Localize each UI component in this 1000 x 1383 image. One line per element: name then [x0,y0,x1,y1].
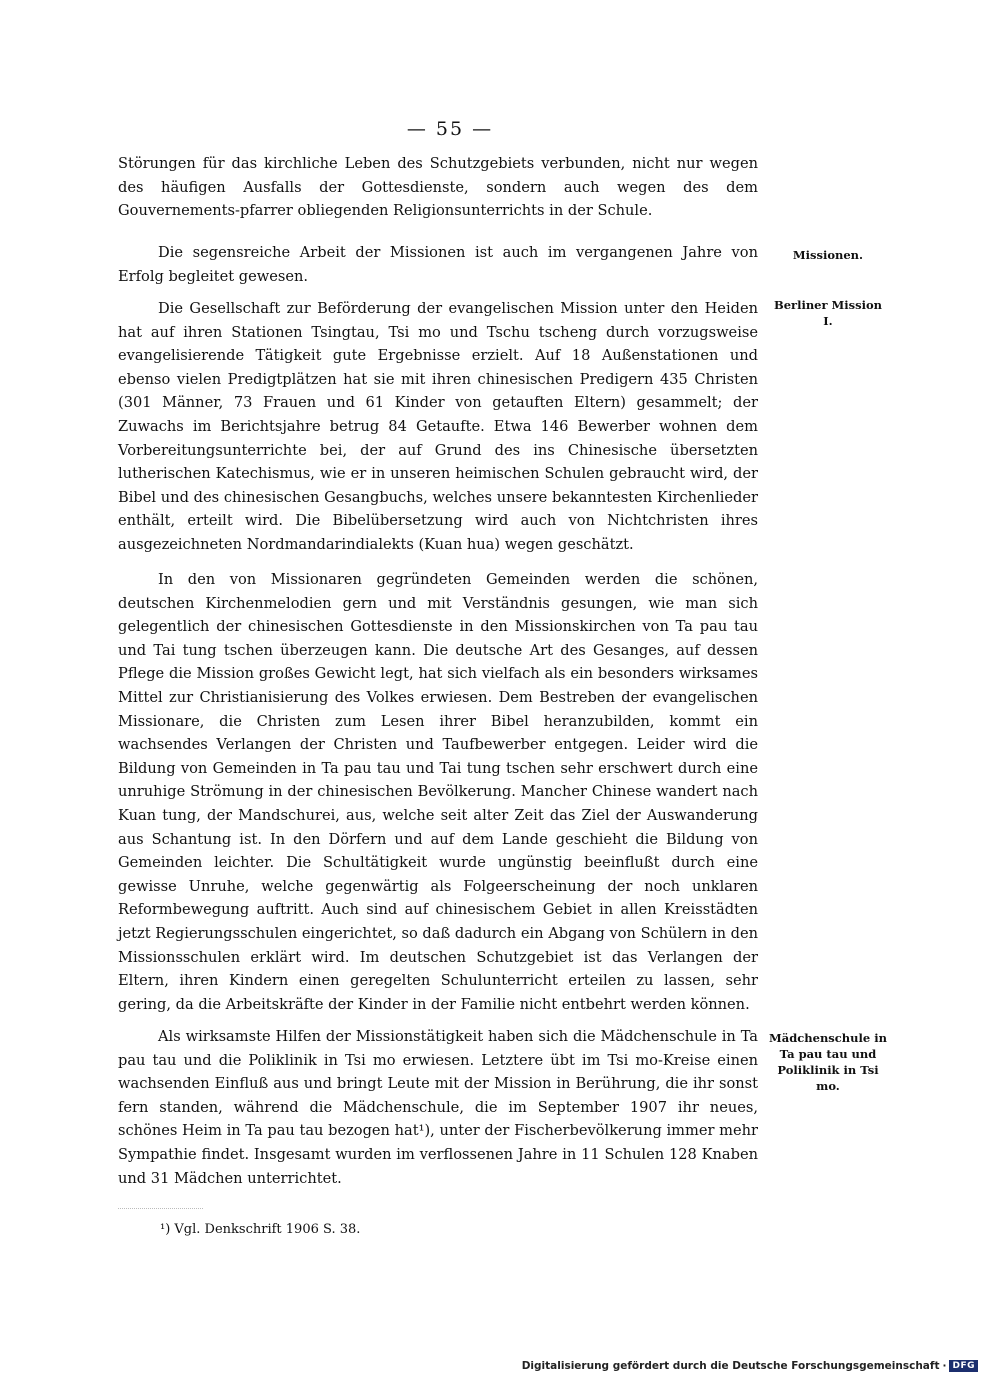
dfg-footer: Digitalisierung gefördert durch die Deutsche Forschungsgemeinschaft · DFG [522,1360,978,1372]
page-number: — 55 — [406,118,494,140]
paragraph-1: Störungen für das kirchliche Leben des Schutzgebiets verbunden, nicht nur wegen des häufigen Ausfalls der Gottesdienste, sondern auch wegen des dem Gouvernements-pfarrer obliegenden Religionsunterrichts in der Schule. [118,155,758,220]
text-block-5 [118,1025,758,1190]
paragraph-2: Die segensreiche Arbeit der Missionen ist auch im vergangenen Jahre von Erfolg begleitet gewesen. [118,244,758,285]
footer-text: Digitalisierung gefördert durch die Deutsche Forschungsgemeinschaft [521,1360,940,1372]
paragraph-3: Die Gesellschaft zur Beförderung der evangelischen Mission unter den Heiden hat auf ihren Stationen Tsingtau, Tsi mo und Tschu tscheng durch vorzugsweise evangelisierende Tätigkeit gute Ergebnisse erzielt. Auf 18 Außenstationen und ebenso vielen Predigtplätzen hat sie mit ihren chinesischen Predigern 435 Christen (301 Männer, 73 Frauen und 61 Kinder von getauften Eltern) gesammelt; der Zuwachs im Berichtsjahre betrug 84 Getaufte. Etwa 146 Bewerber wohnen dem Vorbereitungsunterrichte bei, der auf Grund des ins Chinesische übersetzten lutherischen Katechismus, wie er in unseren heimischen Schulen gebraucht wird, der Bibel und des chinesischen Gesangbuchs, welches unsere bekanntesten Kirchenlieder enthält, erteilt wird. Die Bibelübersetzung wird auch von Nichtchristen ihres ausgezeichneten Nordmandarindialekts (Kuan hua) wegen geschätzt. [118,300,758,553]
dfg-logo: DFG [949,1360,978,1372]
paragraph-5: Als wirksamste Hilfen der Missionstätigkeit haben sich die Mädchenschule in Ta pau tau und die Poliklinik in Tsi mo erwiesen. Letztere übt im Tsi mo-Kreise einen wachsenden Einfluß aus und bringt Leute mit der Mission in Berührung, die ihr sonst fern standen, während die Mädchenschule, die im September 1907 ihr neues, schönes Heim in Ta pau tau bezogen hat¹), unter der Fischerbevölkerung immer mehr Sympathie findet. Insgesamt wurden im verflossenen Jahre in 11 Schulen 128 Knaben und 31 Mädchen unterrichtet. [118,1028,758,1187]
footnote: ¹) Vgl. Denkschrift 1906 S. 38. [160,1222,361,1237]
paragraph-4: In den von Missionaren gegründeten Gemeinden werden die schönen, deutschen Kirchenmelodien gern und mit Verständnis gesungen, wie man sich gelegentlich der chinesischen Gottesdienste in den Missionskirchen von Ta pau tau und Tai tung tschen überzeugen kann. Die deutsche Art des Gesanges, auf dessen Pflege die Mission großes Gewicht legt, hat sich vielfach als ein besonders wirksames Mittel zur Christianisierung des Volkes erwiesen. Dem Bestreben der evangelischen Missionare, die Christen zum Lesen ihrer Bibel heranzubilden, kommt ein wachsendes Verlangen der Christen und Taufbewerber entgegen. Leider wird die Bildung von Gemeinden in Ta pau tau und Tai tung tschen sehr erschwert durch eine unruhige Strömung in der chinesischen Bevölkerung. Mancher Chinese wandert nach Kuan tung, der Mandschurei, aus, welche seit alter Zeit das Ziel der Auswanderung aus Schantung ist. In den Dörfern und auf dem Lande geschieht die Bildung von Gemeinden leichter. Die Schultätigkeit wurde ungünstig beeinflußt durch eine gewisse Unruhe, welche gegenwärtig als Folgeerscheinung der noch unklaren Reformbewegung auftritt. Auch sind auf chinesischem Gebiet in allen Kreisstädten jetzt Regierungsschulen eingerichtet, so daß dadurch ein Abgang von Schülern in den Missionsschulen erklärt wird. Im deutschen Schutzgebiet ist das Verlangen der Eltern, ihren Kindern einen geregelten Schulunterricht erteilen zu lassen, sehr gering, da die Arbeitskräfte der Kinder in der Familie nicht entbehrt werden können. [118,571,758,1013]
text-block-3 [118,297,758,557]
margin-note-maedchenschule: Mädchenschule in Ta pau tau und Poliklinik in Tsi mo. [769,1031,887,1093]
text-block-4 [118,568,758,1016]
margin-note-berliner-mission: Berliner Mission I. [773,298,883,328]
margin-note-missionen: Missionen. [792,248,864,262]
text-block-1 [118,152,758,223]
text-block-2 [118,241,758,288]
footnote-divider [118,1208,203,1209]
